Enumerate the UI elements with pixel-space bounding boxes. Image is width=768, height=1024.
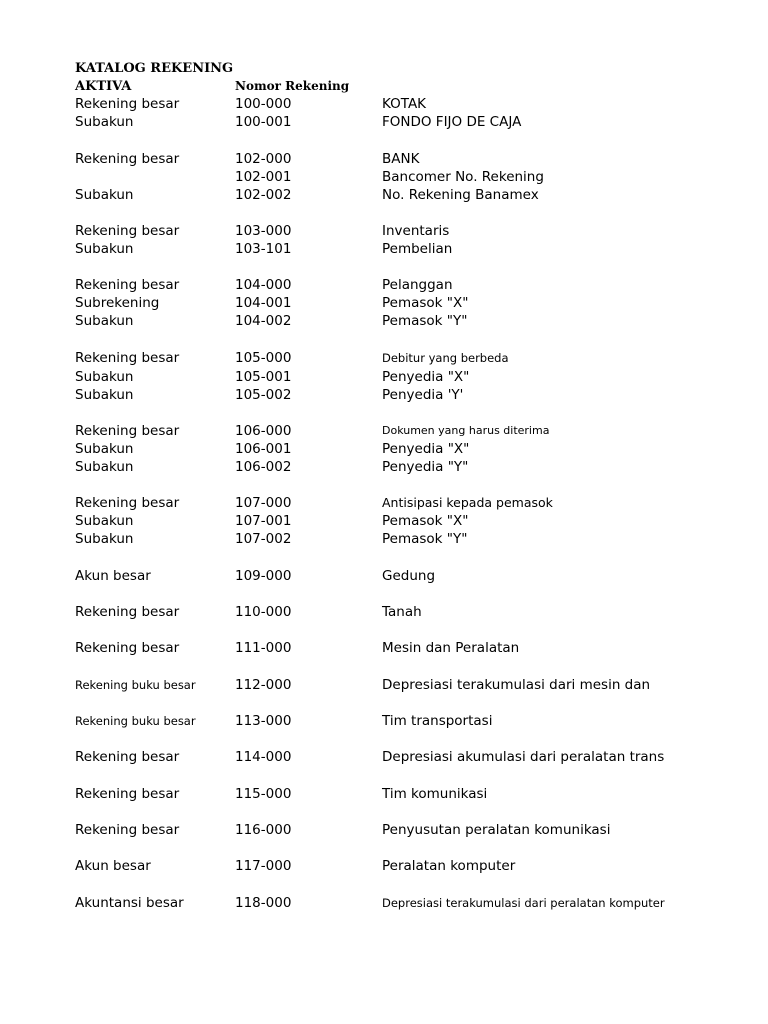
account-number: 104-002 — [235, 313, 292, 329]
account-number: 106-000 — [235, 423, 292, 439]
account-name: Dokumen yang harus diterima — [382, 424, 550, 437]
account-type: Subakun — [75, 441, 134, 457]
account-row — [0, 186, 768, 204]
account-number: 102-001 — [235, 169, 292, 185]
column-header-nomor-rekening: Nomor Rekening — [235, 79, 350, 93]
document-title: KATALOG REKENING — [75, 61, 234, 76]
account-row — [0, 276, 768, 294]
account-name: FONDO FIJO DE CAJA — [382, 114, 522, 130]
account-type: Rekening besar — [75, 786, 180, 802]
account-number: 107-002 — [235, 531, 292, 547]
account-type: Subakun — [75, 459, 134, 475]
account-row — [0, 712, 768, 730]
account-row — [0, 95, 768, 113]
account-type: Rekening besar — [75, 640, 180, 656]
account-row — [0, 785, 768, 803]
account-type: Rekening besar — [75, 604, 180, 620]
account-row — [0, 349, 768, 367]
account-number: 103-101 — [235, 241, 292, 257]
account-row — [0, 368, 768, 386]
account-name: Depresiasi terakumulasi dari mesin dan — [382, 677, 651, 693]
account-type: Rekening buku besar — [75, 714, 196, 728]
account-number: 107-000 — [235, 495, 292, 511]
account-name: Debitur yang berbeda — [382, 351, 509, 365]
account-type: Subakun — [75, 513, 134, 529]
account-row — [0, 386, 768, 404]
account-row — [0, 440, 768, 458]
account-row — [0, 530, 768, 548]
account-name: KOTAK — [382, 96, 427, 112]
account-type: Subakun — [75, 387, 134, 403]
account-name: Pemasok "X" — [382, 513, 469, 529]
account-type: Subakun — [75, 114, 134, 130]
account-number: 110-000 — [235, 604, 292, 620]
account-number: 105-002 — [235, 387, 292, 403]
account-name: Depresiasi terakumulasi dari peralatan komputer — [382, 896, 665, 910]
account-number: 104-000 — [235, 277, 292, 293]
account-type: Subakun — [75, 187, 134, 203]
account-type: Rekening besar — [75, 96, 180, 112]
column-header-aktiva: AKTIVA — [75, 79, 132, 94]
account-name: Pembelian — [382, 241, 453, 257]
account-number: 102-000 — [235, 151, 292, 167]
account-name: Depresiasi akumulasi dari peralatan trans — [382, 749, 665, 765]
account-type: Rekening buku besar — [75, 678, 196, 692]
account-name: Tanah — [382, 604, 422, 620]
account-name: Penyedia "Y" — [382, 459, 469, 475]
account-name: Pemasok "Y" — [382, 313, 468, 329]
account-number: 116-000 — [235, 822, 292, 838]
account-name: Penyedia "X" — [382, 441, 470, 457]
account-row — [0, 857, 768, 875]
account-number: 103-000 — [235, 223, 292, 239]
account-name: Tim komunikasi — [382, 786, 488, 802]
account-name: Mesin dan Peralatan — [382, 640, 520, 656]
account-number: 107-001 — [235, 513, 292, 529]
account-number: 111-000 — [235, 640, 292, 656]
account-row — [0, 748, 768, 766]
account-row — [0, 676, 768, 694]
account-number: 113-000 — [235, 713, 292, 729]
account-name: Pelanggan — [382, 277, 453, 293]
account-row — [0, 150, 768, 168]
account-row — [0, 113, 768, 131]
account-row — [0, 512, 768, 530]
account-row — [0, 567, 768, 585]
account-type: Akuntansi besar — [75, 895, 184, 911]
account-name: Penyusutan peralatan komunikasi — [382, 822, 611, 838]
account-number: 102-002 — [235, 187, 292, 203]
account-number: 112-000 — [235, 677, 292, 693]
account-name: Penyedia 'Y' — [382, 387, 464, 403]
account-type: Rekening besar — [75, 350, 180, 366]
account-name: BANK — [382, 151, 420, 167]
account-row — [0, 422, 768, 440]
account-name: No. Rekening Banamex — [382, 187, 539, 203]
account-number: 114-000 — [235, 749, 292, 765]
account-type: Rekening besar — [75, 822, 180, 838]
account-name: Pemasok "Y" — [382, 531, 468, 547]
account-row — [0, 458, 768, 476]
account-type: Subakun — [75, 241, 134, 257]
account-row — [0, 821, 768, 839]
account-name: Tim transportasi — [382, 713, 493, 729]
account-row — [0, 603, 768, 621]
account-name: Gedung — [382, 568, 436, 584]
account-name: Inventaris — [382, 223, 450, 239]
account-number: 106-002 — [235, 459, 292, 475]
account-number: 117-000 — [235, 858, 292, 874]
account-number: 115-000 — [235, 786, 292, 802]
account-number: 104-001 — [235, 295, 292, 311]
account-row — [0, 294, 768, 312]
account-number: 105-001 — [235, 369, 292, 385]
account-type: Akun besar — [75, 568, 151, 584]
account-row — [0, 312, 768, 330]
account-name: Peralatan komputer — [382, 858, 516, 874]
account-type: Rekening besar — [75, 749, 180, 765]
account-row — [0, 240, 768, 258]
account-type: Rekening besar — [75, 223, 180, 239]
account-number: 100-001 — [235, 114, 292, 130]
account-number: 106-001 — [235, 441, 292, 457]
account-number: 105-000 — [235, 350, 292, 366]
account-number: 118-000 — [235, 895, 292, 911]
account-row — [0, 639, 768, 657]
account-number: 109-000 — [235, 568, 292, 584]
account-type: Subakun — [75, 369, 134, 385]
account-type: Subakun — [75, 531, 134, 547]
account-number: 100-000 — [235, 96, 292, 112]
account-row — [0, 222, 768, 240]
account-row — [0, 168, 768, 186]
account-type: Rekening besar — [75, 495, 180, 511]
account-type: Rekening besar — [75, 277, 180, 293]
account-type: Subrekening — [75, 295, 160, 311]
account-name: Pemasok "X" — [382, 295, 469, 311]
account-type: Akun besar — [75, 858, 151, 874]
account-type: Rekening besar — [75, 423, 180, 439]
account-name: Bancomer No. Rekening — [382, 169, 544, 185]
account-type: Subakun — [75, 313, 134, 329]
account-name: Antisipasi kepada pemasok — [382, 495, 553, 510]
account-type: Rekening besar — [75, 151, 180, 167]
account-row — [0, 894, 768, 912]
account-row — [0, 494, 768, 512]
account-name: Penyedia "X" — [382, 369, 470, 385]
